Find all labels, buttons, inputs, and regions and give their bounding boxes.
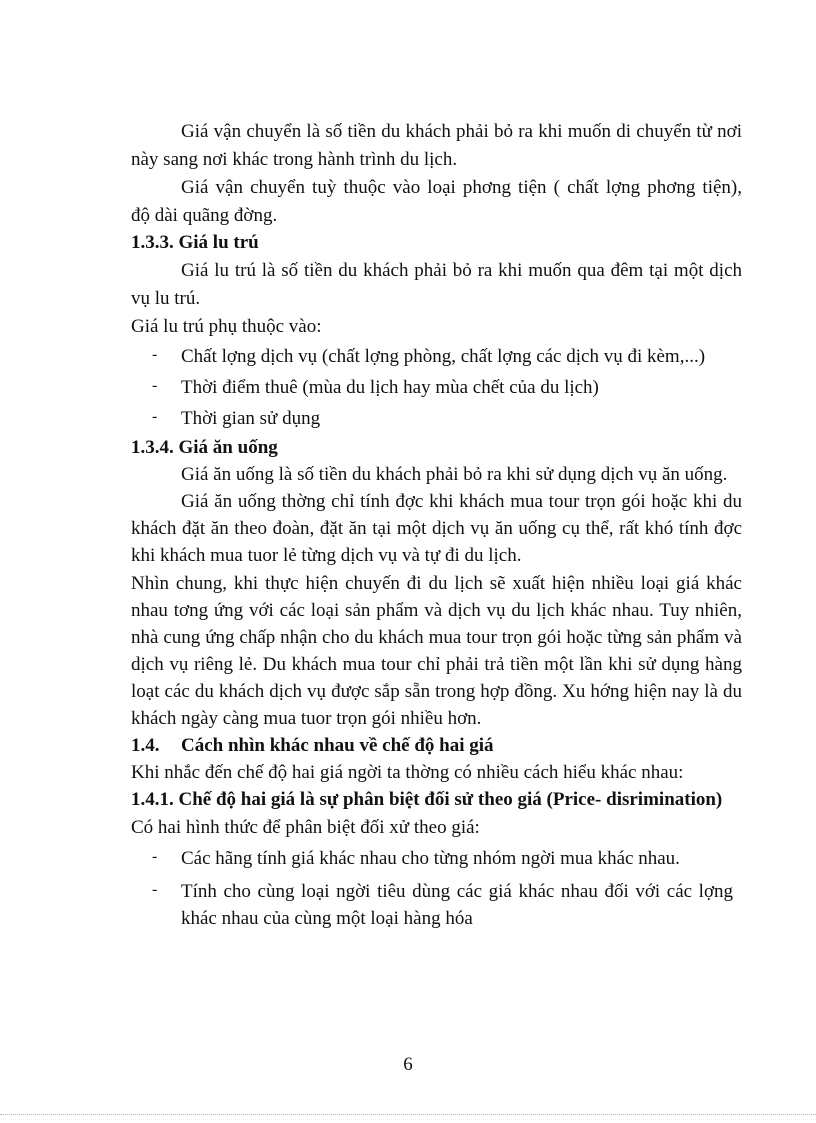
heading-1-4-number: 1.4.: [131, 735, 160, 756]
paragraph-lodging-depends: Giá lu trú phụ thuộc vào:: [131, 316, 322, 337]
heading-1-4-1: 1.4.1. Chế độ hai giá là sự phân biệt đối sử theo giá (Price- disrimination): [131, 789, 723, 810]
bullet-dash: -: [152, 881, 158, 898]
paragraph-overview-line-1: Nhìn chung, khi thực hiện chuyến đi du lịch sẽ xuất hiện nhiều loại giá khác: [131, 573, 742, 594]
bullet-usage-time: Thời gian sử dụng: [181, 408, 321, 429]
paragraph-discrimination-forms: Có hai hình thức để phân biệt đối xử theo giá:: [131, 817, 480, 838]
bullet-rental-time: Thời điểm thuê (mùa du lịch hay mùa chết của du lịch): [181, 377, 599, 398]
paragraph-transport-factors-line-1: Giá vận chuyển tuỳ thuộc vào loại phơng tiện ( chất lợng phơng tiện),: [181, 177, 742, 198]
bullet-dash: -: [152, 346, 158, 363]
paragraph-overview-line-2: nhau tơng ứng với các loại sản phẩm và dịch vụ du lịch khác nhau. Tuy nhiên,: [131, 600, 742, 621]
paragraph-lodging-price-line-1: Giá lu trú là số tiền du khách phải bỏ ra khi muốn qua đêm tại một dịch: [181, 260, 742, 281]
paragraph-transport-price-line-2: này sang nơi khác trong hành trình du lịch.: [131, 149, 458, 170]
paragraph-overview-line-6: khách ngày càng mua tuor trọn gói nhiều hơn.: [131, 708, 482, 729]
heading-1-3-3: 1.3.3. Giá lu trú: [131, 232, 259, 253]
bullet-quantity-pricing-line-2: khác nhau của cùng một loại hàng hóa: [181, 908, 473, 929]
paragraph-transport-factors-line-2: độ dài quãng đờng.: [131, 205, 278, 226]
paragraph-food-price: Giá ăn uống là số tiền du khách phải bỏ ra khi sử dụng dịch vụ ăn uống.: [181, 464, 728, 485]
bullet-dash: -: [152, 408, 158, 425]
paragraph-food-calc-line-3: khi khách mua tuor lẻ từng dịch vụ và tự đi du lịch.: [131, 545, 522, 566]
bullet-dash: -: [152, 377, 158, 394]
bullet-dash: -: [152, 848, 158, 865]
bullet-service-quality: Chất lợng dịch vụ (chất lợng phòng, chất lợng các dịch vụ đi kèm,...): [181, 346, 706, 367]
paragraph-overview-line-4: dịch vụ riêng lẻ. Du khách mua tour chỉ phải trả tiền một lần khi sử dụng hàng: [131, 654, 742, 675]
heading-1-4-title: Cách nhìn khác nhau về chế độ hai giá: [181, 735, 494, 756]
page-bottom-rule: [0, 1114, 816, 1115]
page-number: 6: [403, 1054, 413, 1075]
paragraph-lodging-price-line-2: vụ lu trú.: [131, 288, 201, 309]
paragraph-overview-line-3: nhà cung ứng chấp nhận cho du khách mua tour trọn gói hoặc từng sản phẩm và: [131, 627, 742, 648]
bullet-group-pricing: Các hãng tính giá khác nhau cho từng nhóm ngời mua khác nhau.: [181, 848, 680, 869]
paragraph-overview-line-5: loạt các du khách dịch vụ được sắp sẵn trong hợp đồng. Xu hớng hiện nay là du: [131, 681, 742, 702]
bullet-quantity-pricing-line-1: Tính cho cùng loại ngời tiêu dùng các giá khác nhau đối với các lợng: [181, 881, 733, 902]
paragraph-two-price-intro: Khi nhắc đến chế độ hai giá ngời ta thờng có nhiều cách hiểu khác nhau:: [131, 762, 684, 783]
heading-1-3-4: 1.3.4. Giá ăn uống: [131, 437, 278, 458]
paragraph-transport-price-line-1: Giá vận chuyển là số tiền du khách phải bỏ ra khi muốn di chuyển từ nơi: [181, 121, 742, 142]
paragraph-food-calc-line-2: khách đặt ăn theo đoàn, đặt ăn tại một dịch vụ ăn uống cụ thể, rất khó tính đợc: [131, 518, 742, 539]
paragraph-food-calc-line-1: Giá ăn uống thờng chỉ tính đợc khi khách mua tour trọn gói hoặc khi du: [181, 491, 742, 512]
